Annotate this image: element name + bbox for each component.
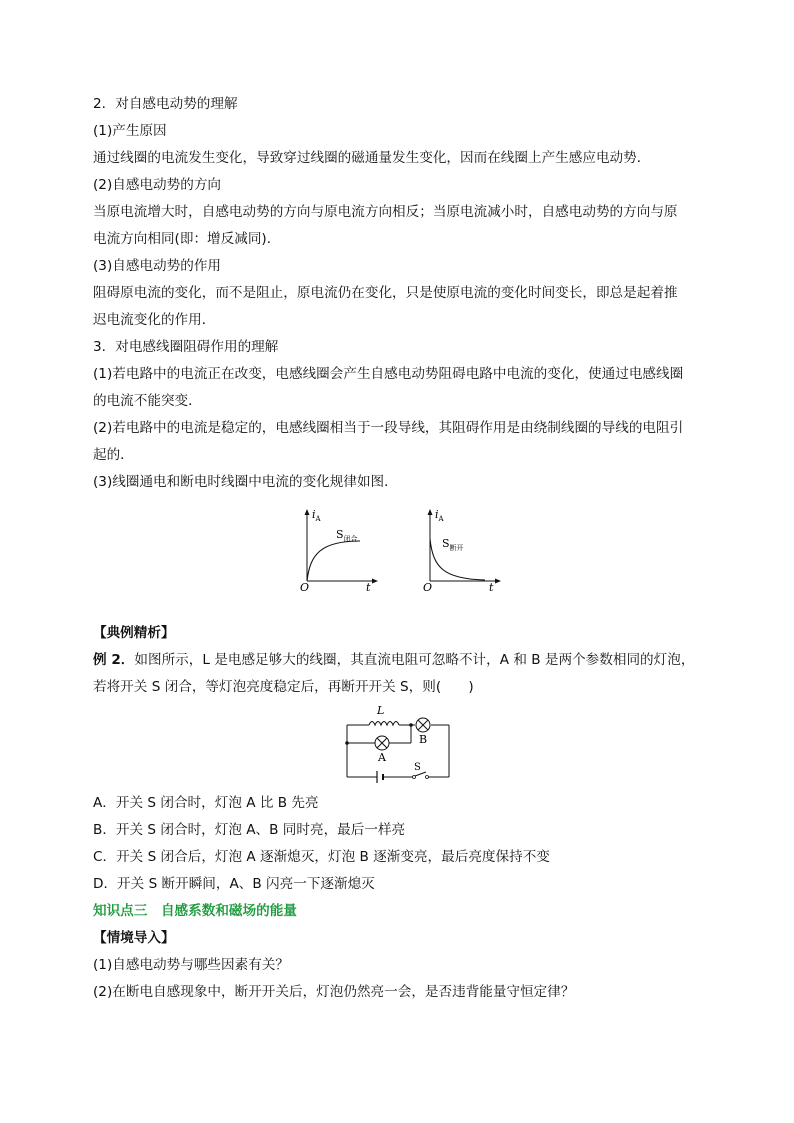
junction-dot — [345, 741, 349, 745]
cause-title: (1)产生原因 — [93, 123, 167, 139]
question-1: (1)自感电动势与哪些因素有关？ — [93, 957, 289, 973]
direction-text-line-1: 当原电流增大时，自感电动势的方向与原电流方向相反；当原电流减小时，自感电动势的方向与原 — [93, 204, 678, 220]
item-1-line-1: (1)若电路中的电流正在改变，电感线圈会产生自感电动势阻碍电路中电流的变化，使通过电感线圈 — [93, 366, 684, 382]
knowledge-point-3-title: 知识点三 自感系数和磁场的能量 — [93, 903, 297, 919]
x-axis-label: t — [366, 581, 371, 593]
option-b: B．开关 S 闭合时，灯泡 A、B 同时亮，最后一样亮 — [93, 822, 406, 838]
example-section-title: 【典例精析】 — [93, 625, 175, 641]
question-2: (2)在断电自感现象中，断开开关后，灯泡仍然亮一会，是否违背能量守恒定律？ — [93, 984, 575, 1000]
scenario-intro-title: 【情境导入】 — [93, 930, 175, 946]
example-stem-text: 如图所示，L 是电感足够大的线圈，其直流电阻可忽略不计，A 和 B 是两个参数相同的灯泡， — [134, 652, 695, 668]
graph-switch-closed — [292, 505, 382, 593]
lamp-a-label: A — [378, 751, 386, 764]
cause-text: 通过线圈的电流发生变化，导致穿过线圈的磁通量发生变化，因而在线圈上产生感应电动势． — [93, 150, 651, 166]
item-1-line-2: 的电流不能突变． — [93, 393, 202, 409]
example-stem-line-2: 若将开关 S 闭合，等灯泡亮度稳定后，再断开开关 S，则( ) — [93, 679, 474, 695]
inductor-label: L — [377, 704, 385, 717]
item-3-text: (3)线圈通电和断电时线圈中电流的变化规律如图． — [93, 474, 398, 490]
direction-title: (2)自感电动势的方向 — [93, 177, 222, 193]
switch-label: S — [414, 762, 421, 773]
item-2-line-2: 起的． — [93, 447, 134, 463]
curve-label: $S_{闭合}$ — [336, 528, 358, 543]
y-axis-arrow — [305, 509, 310, 515]
circuit-diagram — [335, 703, 460, 788]
direction-text-line-2: 电流方向相同(即：增反减同)． — [93, 231, 281, 247]
lamp-b-label: B — [419, 733, 428, 746]
effect-text-line-2: 迟电流变化的作用． — [93, 312, 216, 328]
option-c: C．开关 S 闭合后，灯泡 A 逐渐熄灭，灯泡 B 逐渐变亮，最后亮度保持不变 — [93, 849, 550, 865]
item-2-line-1: (2)若电路中的电流是稳定的，电感线圈相当于一段导线，其阻碍作用是由绕制线圈的导线的电阻引 — [93, 420, 684, 436]
inductor-coil — [369, 722, 399, 726]
option-a: A．开关 S 闭合时，灯泡 A 比 B 先亮 — [93, 795, 319, 811]
graph-switch-opened — [415, 505, 505, 593]
y-axis-label: $i_A$ — [312, 508, 321, 523]
x-axis-arrow — [495, 579, 501, 584]
section-2-heading: 2．对自感电动势的理解 — [93, 96, 238, 112]
switch-contact — [426, 776, 429, 779]
example-label: 例 2． — [93, 652, 135, 668]
x-axis-label: t — [489, 581, 494, 593]
y-axis-arrow — [428, 509, 433, 515]
option-d: D．开关 S 断开瞬间，A、B 闪亮一下逐渐熄灭 — [93, 876, 375, 892]
origin-label: O — [300, 581, 310, 593]
origin-label: O — [423, 581, 433, 593]
curve-label: $S_{断开}$ — [442, 537, 464, 552]
y-axis-label: $i_A$ — [435, 508, 444, 523]
effect-title: (3)自感电动势的作用 — [93, 258, 222, 274]
x-axis-arrow — [372, 579, 378, 584]
junction-dot — [409, 723, 413, 727]
section-3-heading: 3．对电感线圈阻碍作用的理解 — [93, 339, 279, 355]
example-stem-line-1 — [93, 650, 694, 670]
effect-text-line-1: 阻碍原电流的变化，而不是阻止，原电流仍在变化，只是使原电流的变化时间变长，即总是起着推 — [93, 285, 678, 301]
rising-current-curve — [307, 541, 360, 581]
